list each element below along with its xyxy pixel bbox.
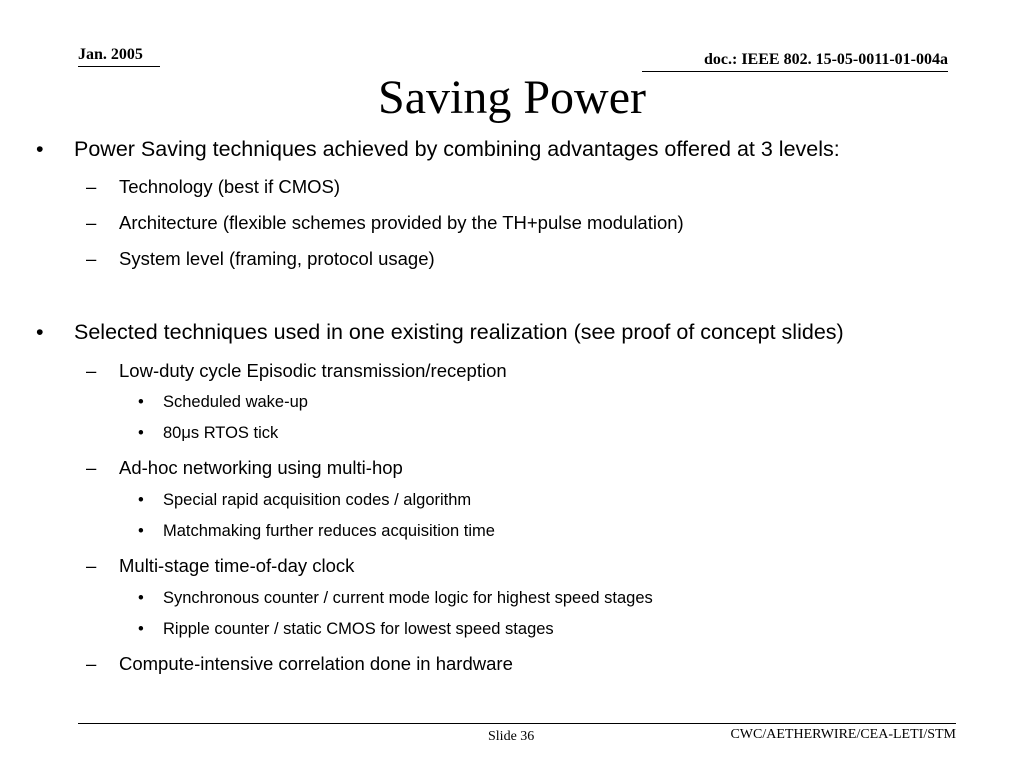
header-date: Jan. 2005 [78, 46, 143, 63]
bullet-marker: • [138, 393, 144, 411]
bullet-text: Power Saving techniques achieved by combining advantages offered at 3 levels: [74, 137, 840, 161]
bullet-marker: • [138, 491, 144, 509]
sub-sub-bullet-text: Special rapid acquisition codes / algorithm [163, 491, 472, 509]
sub-sub-bullet-text: Ripple counter / static CMOS for lowest speed stages [163, 620, 554, 638]
dash-marker: – [86, 248, 97, 269]
sub-bullet-text: Low-duty cycle Episodic transmission/reception [119, 360, 507, 381]
bullet-marker: • [138, 424, 144, 442]
bullet-marker: • [36, 137, 44, 161]
bullet-text: Selected techniques used in one existing realization (see proof of concept slides) [74, 320, 844, 344]
slide-number: Slide 36 [488, 729, 535, 744]
dash-marker: – [86, 653, 97, 674]
sub-bullet-text: Compute-intensive correlation done in hardware [119, 653, 513, 674]
dash-marker: – [86, 212, 97, 233]
header-document-id: doc.: IEEE 802. 15-05-0011-01-004a [704, 51, 948, 68]
header-date-underline [78, 66, 160, 67]
dash-marker: – [86, 360, 97, 381]
sub-sub-bullet-text: Scheduled wake-up [163, 393, 308, 411]
dash-marker: – [86, 176, 97, 197]
sub-bullet-text: Technology (best if CMOS) [119, 176, 341, 197]
sub-sub-bullet-text: Matchmaking further reduces acquisition time [163, 522, 495, 540]
dash-marker: – [86, 457, 97, 478]
dash-marker: – [86, 555, 97, 576]
sub-bullet-text: Ad-hoc networking using multi-hop [119, 457, 403, 478]
bullet-marker: • [138, 522, 144, 540]
bullet-marker: • [36, 320, 44, 344]
bullet-marker: • [138, 589, 144, 607]
footer-divider [78, 723, 956, 724]
sub-sub-bullet-text: 80μs RTOS tick [163, 424, 279, 442]
sub-bullet-text: Architecture (flexible schemes provided by the TH+pulse modulation) [119, 212, 684, 233]
slide-title: Saving Power [378, 71, 646, 124]
sub-bullet-text: Multi-stage time-of-day clock [119, 555, 355, 576]
sub-sub-bullet-text: Synchronous counter / current mode logic for highest speed stages [163, 589, 653, 607]
bullet-marker: • [138, 620, 144, 638]
footer-organizations: CWC/AETHERWIRE/CEA-LETI/STM [730, 727, 956, 742]
sub-bullet-text: System level (framing, protocol usage) [119, 248, 435, 269]
